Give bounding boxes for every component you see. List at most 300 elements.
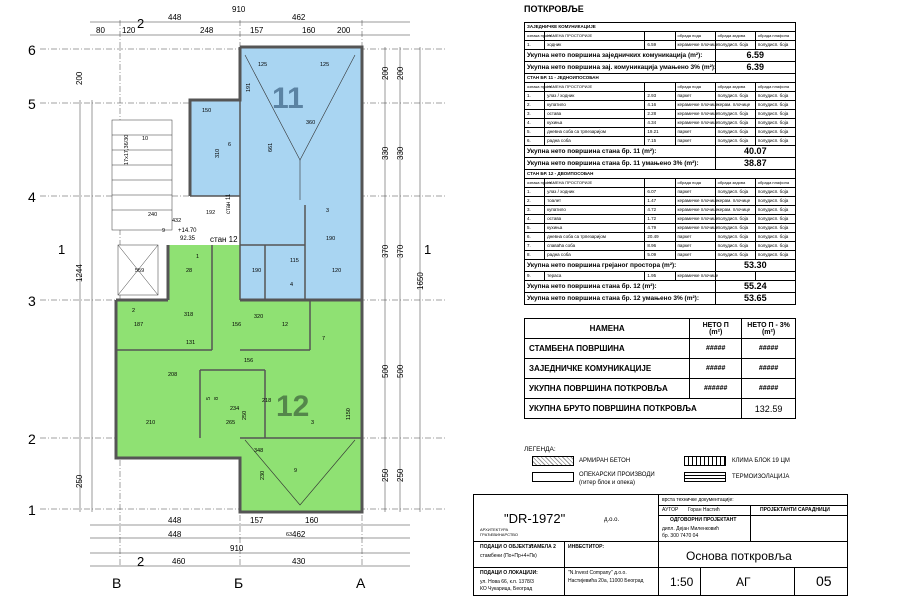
cell: 19.21	[645, 128, 675, 137]
cell: остава	[545, 215, 645, 224]
left-dimensions	[75, 71, 84, 488]
cell: полудисп. боја	[755, 233, 795, 242]
dim-bottom: 448	[168, 530, 182, 539]
room-dim: 318	[184, 312, 194, 318]
room-dim: 125	[258, 62, 268, 68]
axis-col-labels	[112, 575, 366, 591]
room-dim: 4	[290, 282, 294, 288]
room-dim: 187	[134, 322, 144, 328]
dim-right: 500	[381, 364, 390, 378]
cell: керамичке плочице	[675, 119, 715, 128]
table-row	[525, 359, 796, 379]
dim-bottom: 448	[168, 516, 182, 525]
cell: керам. плочице	[715, 101, 755, 110]
cell: полудисп. боја	[715, 233, 755, 242]
cell: полудисп. боја	[755, 128, 795, 137]
table-heading: ПОТКРОВЉЕ	[524, 4, 584, 14]
cell: паркет	[675, 188, 715, 197]
cell: полудисп. боја	[755, 224, 795, 233]
cell: 8.	[525, 251, 545, 260]
room-dim: 210	[146, 420, 156, 426]
room-dim: 28	[186, 268, 193, 274]
cell	[755, 272, 795, 281]
cell: 4.16	[645, 101, 675, 110]
investor-name: "N.Invest Company" д.о.о.	[568, 570, 627, 576]
cell: 6.07	[645, 188, 675, 197]
cell: полудисп. боја	[755, 119, 795, 128]
cell: керамичке плочице	[675, 197, 715, 206]
header-cell: НАМЕНА ПРОСТОРИЈЕ	[545, 32, 645, 41]
room-dim: 218	[262, 398, 272, 404]
dim-right: 200	[381, 66, 390, 80]
unit-12-label: 12	[276, 390, 310, 423]
dim-right: 250	[381, 468, 390, 482]
room-dim: 348	[254, 448, 264, 454]
summary-col-net3-unit: (m²)	[761, 328, 776, 336]
table-row	[525, 224, 796, 233]
area-table	[524, 22, 796, 305]
room-dim: 17x17,36/30	[124, 134, 130, 165]
cell: керам. плочице	[715, 197, 755, 206]
legend-title: ЛЕГЕНДА:	[524, 446, 556, 453]
cell: полудисп. боја	[715, 41, 755, 50]
summary-table	[524, 318, 796, 419]
dim-top: 910	[232, 5, 246, 14]
room-dim: 234	[230, 406, 240, 412]
cell: 1.72	[645, 215, 675, 224]
dim-right: 330	[396, 146, 405, 160]
cell: 6.59	[645, 41, 675, 50]
cell: полудисп. боја	[755, 188, 795, 197]
cell: 9.	[525, 272, 545, 281]
table-row	[525, 233, 796, 242]
room-dim: 661	[268, 142, 274, 152]
cell: полудисп. боја	[755, 215, 795, 224]
terrace-row	[525, 272, 796, 281]
room-dim: 190	[252, 268, 262, 274]
axis-row-6: 6	[28, 42, 36, 58]
axis-row-3: 3	[28, 293, 36, 309]
cell: полудисп. боја	[715, 110, 755, 119]
cell: купатило	[545, 206, 645, 215]
cell: 3.	[525, 110, 545, 119]
header-cell: НАМЕНА ПРОСТОРИЈЕ	[545, 83, 645, 92]
cell: полудисп. боја	[715, 92, 755, 101]
room-dim: 9	[162, 228, 166, 234]
table-row	[525, 92, 796, 101]
dim-top: 200	[337, 26, 351, 35]
table-row	[525, 242, 796, 251]
dim-top: 80	[96, 26, 105, 35]
room-dim: 230	[260, 470, 266, 480]
room-dim: 120	[332, 268, 342, 274]
dim-right: 250	[396, 468, 405, 482]
room-dim: 9	[294, 468, 298, 474]
cell: радна соба	[545, 251, 645, 260]
cell: паркет	[675, 137, 715, 146]
header-cell	[645, 83, 675, 92]
sum-label: Укупна нето површина стана бр. 12 умањено 3% (m²):	[525, 293, 716, 305]
header-cell	[645, 179, 675, 188]
dim-bottom: 460	[172, 557, 186, 566]
axis-row-labels	[28, 42, 36, 518]
cell: 8.96	[645, 242, 675, 251]
sum-value: 53.65	[715, 293, 795, 305]
cell: 5.	[525, 224, 545, 233]
common-title: ЗАЈЕДНИЧКЕ КОМУНИКАЦИЈЕ	[525, 23, 796, 32]
header-cell: ознака прост.	[525, 32, 545, 41]
drawing-title: Основа поткровља	[686, 549, 792, 563]
room-dim: 191	[246, 82, 252, 92]
heated-value: 53.30	[715, 260, 795, 272]
collab-label: ПРОЈЕКТАНТИ САРАДНИЦИ	[760, 507, 830, 513]
level-mark: +14.70	[178, 228, 197, 234]
cell: полудисп. боја	[715, 242, 755, 251]
cell: #####	[742, 339, 796, 359]
cell: #####	[742, 359, 796, 379]
unit-11-label: 11	[272, 82, 304, 115]
cell: улаз / ходник	[545, 188, 645, 197]
unit11-title: СТАН БР. 11 - ЈЕДНОИПОСОБАН	[525, 74, 796, 83]
gross-label: УКУПНА БРУТО ПОВРШИНА ПОТКРОВЉА	[525, 399, 742, 419]
level-mark-2: 92.35	[180, 236, 196, 242]
cell: керамичке плочице	[675, 110, 715, 119]
cell: керамичке плочице	[675, 224, 715, 233]
cell: паркет	[675, 92, 715, 101]
heated-label: Укупна нето површина грејаног простора (m²):	[525, 260, 716, 272]
dim-right: 500	[396, 364, 405, 378]
dim-left: 1244	[75, 264, 84, 282]
room-dim: 12	[282, 322, 289, 328]
cell: полудисп. боја	[755, 101, 795, 110]
bottom-dimensions	[168, 516, 319, 566]
sum-label: Укупна нето површина стана бр. 12 (m²):	[525, 281, 716, 293]
table-row	[525, 188, 796, 197]
sum-label: Укупна нето површина стана бр. 11 (m²):	[525, 146, 716, 158]
cell: паркет	[675, 251, 715, 260]
cell: ЗАЈЕДНИЧКЕ КОМУНИКАЦИЈЕ	[525, 359, 690, 379]
dim-bottom: 430	[292, 557, 306, 566]
dim-right: 370	[381, 244, 390, 258]
room-dim: 156	[232, 322, 242, 328]
resp-label: ОДГОВОРНИ ПРОЈЕКТАНТ	[670, 517, 737, 523]
table-row	[525, 251, 796, 260]
header-cell: НАМЕНА ПРОСТОРИЈЕ	[545, 179, 645, 188]
cell: 1.	[525, 41, 545, 50]
cell: кухиња	[545, 119, 645, 128]
cell: 6.	[525, 233, 545, 242]
room-dim: 432	[172, 218, 182, 224]
header-cell: ознака прост.	[525, 179, 545, 188]
author-label: АУТОР	[662, 507, 679, 513]
cell: 1.	[525, 92, 545, 101]
dim-top: 120	[122, 26, 136, 35]
cell: 3.	[525, 206, 545, 215]
table-row	[525, 110, 796, 119]
cell: полудисп. боја	[715, 128, 755, 137]
room-dim: 1150	[346, 408, 352, 420]
sum-value: 6.39	[715, 62, 795, 74]
section-mark-bottom: 2	[137, 554, 145, 569]
room-dim: 125	[320, 62, 330, 68]
cell: полудисп. боја	[715, 188, 755, 197]
gross-value: 132.59	[742, 399, 796, 419]
cell: 1.	[525, 188, 545, 197]
top-dimensions	[96, 5, 351, 35]
room-dim: 6	[228, 142, 232, 148]
sum-value: 55.24	[715, 281, 795, 293]
dim-bottom: 462	[292, 530, 306, 539]
section-mark-right: 1	[424, 242, 432, 257]
axis-col-a: А	[356, 575, 366, 591]
dim-right: 200	[396, 66, 405, 80]
header-cell: ознака прост.	[525, 83, 545, 92]
cell: керамичке плочице	[675, 272, 715, 281]
table-row	[525, 215, 796, 224]
legend-brick-note: (гитер блок и опека)	[579, 480, 635, 486]
sum-value: 38.87	[715, 158, 795, 170]
cell: кухиња	[545, 224, 645, 233]
cell: полудисп. боја	[715, 224, 755, 233]
room-dim: 559	[135, 268, 145, 274]
dim-right: 330	[381, 146, 390, 160]
axis-row-5: 5	[28, 96, 36, 112]
cell: ходник	[545, 41, 645, 50]
room-dim: 156	[244, 358, 254, 364]
summary-col-name: НАМЕНА	[525, 319, 690, 339]
dim-top: 248	[200, 26, 214, 35]
location-label: ПОДАЦИ О ЛОКАЦИЈИ:	[480, 570, 538, 576]
room-dim: 115	[290, 258, 299, 264]
dim-right: 1650	[416, 272, 425, 290]
stan-11-label: стан 11	[226, 193, 232, 214]
table-row	[525, 128, 796, 137]
object-desc: стамбени (По+Пр+4+Пк)	[480, 553, 537, 559]
investor-addr: Настијевића 20а, 11000 Београд	[568, 578, 644, 584]
summary-col-net-title: НЕТО П	[702, 321, 729, 329]
block-swatch	[684, 456, 726, 466]
cell: керам. плочице	[715, 206, 755, 215]
header-cell: обрада плафона	[755, 83, 795, 92]
drawing-scale: 1:50	[670, 575, 694, 589]
unit-11-area-b	[190, 100, 240, 196]
cell: паркет	[675, 128, 715, 137]
investor-label: ИНВЕСТИТОР:	[568, 544, 605, 550]
table-header-row	[525, 32, 796, 41]
cell: полудисп. боја	[715, 119, 755, 128]
cell: полудисп. боја	[755, 41, 795, 50]
cell: полудисп. боја	[755, 242, 795, 251]
legend-block: КЛИМА БЛОК 19 ЦМ	[732, 458, 790, 464]
room-dim: 320	[254, 314, 264, 320]
summary-col-net-unit: (m²)	[709, 328, 723, 336]
cell: 6.	[525, 137, 545, 146]
sum-label: Укупна нето површина стана бр. 11 умањено 3% (m²):	[525, 158, 716, 170]
cell: полудисп. боја	[755, 197, 795, 206]
summary-col-net	[690, 319, 742, 339]
dim-left: 200	[75, 71, 84, 85]
cell: улаз / ходник	[545, 92, 645, 101]
unit12-title: СТАН БР. 12 - ДВОИПОСОБАН	[525, 170, 796, 179]
cell: СТАМБЕНА ПОВРШИНА	[525, 339, 690, 359]
right-dimensions	[381, 66, 425, 482]
header-cell: обрада зидова	[715, 179, 755, 188]
section-mark-top: 2	[137, 16, 145, 31]
summary-col-net3	[742, 319, 796, 339]
room-dim: 5	[206, 396, 212, 400]
cell: 2.	[525, 197, 545, 206]
cell: УКУПНА ПОВРШИНА ПОТКРОВЉА	[525, 379, 690, 399]
header-cell: обрада зидова	[715, 32, 755, 41]
cell: 7.	[525, 242, 545, 251]
cell: керамичке плочице	[675, 101, 715, 110]
room-dim: 208	[168, 372, 178, 378]
room-dim: 131	[186, 340, 196, 346]
insulation-swatch	[684, 472, 726, 482]
axis-col-b: Б	[234, 575, 244, 591]
room-dim: 192	[206, 210, 216, 216]
table-row	[525, 101, 796, 110]
dim-top: 448	[168, 13, 182, 22]
license-number: бр. 300 7470 04	[662, 533, 699, 539]
room-dim: 360	[306, 120, 316, 126]
header-cell: обрада зидова	[715, 83, 755, 92]
doc-kind: врста техничке документације:	[662, 497, 734, 503]
table-row	[525, 379, 796, 399]
cell: #####	[690, 359, 742, 379]
object-label: ПОДАЦИ О ОБЈЕКТУ:	[480, 544, 533, 550]
cell: 5.09	[645, 251, 675, 260]
cell: 4.72	[645, 206, 675, 215]
cell: 1.95	[645, 272, 675, 281]
cell: радна соба	[545, 137, 645, 146]
brick-swatch	[532, 472, 574, 482]
sum-label: Укупна нето површина заједничких комуникација (m²):	[525, 50, 716, 62]
table-row	[525, 197, 796, 206]
cell: 2.93	[645, 92, 675, 101]
sum-value: 40.07	[715, 146, 795, 158]
object-value: ЛАМЕЛА 2	[530, 544, 556, 550]
resp-name: дипл. Дејан Миленковић	[662, 526, 719, 532]
table-row	[525, 41, 796, 50]
location-addr: ул. Нова 66, к.п. 1378/3	[480, 579, 534, 585]
cell: полудисп. боја	[715, 251, 755, 260]
room-dim: 10	[142, 136, 149, 142]
axis-row-1: 1	[28, 502, 36, 518]
dim-bottom: 910	[230, 544, 244, 553]
cell: 4.34	[645, 119, 675, 128]
cell: 4.	[525, 215, 545, 224]
table-row	[525, 137, 796, 146]
header-cell: обрада пода	[675, 32, 715, 41]
dim-bottom: 160	[305, 516, 319, 525]
room-dim: 190	[326, 236, 336, 242]
table-row	[525, 206, 796, 215]
legend-concrete: АРМИРАН БЕТОН	[579, 458, 631, 464]
room-dim: 7	[322, 336, 326, 342]
title-block	[473, 494, 848, 596]
cell: купатило	[545, 101, 645, 110]
summary-col-net3-title: НЕТО П - 3%	[747, 321, 790, 329]
cell: полудисп. боја	[715, 137, 755, 146]
axis-row-2: 2	[28, 431, 36, 447]
room-dim: 150	[202, 108, 212, 114]
cell: остава	[545, 110, 645, 119]
room-dim: 8	[214, 396, 220, 400]
cell	[715, 272, 755, 281]
room-dim: 240	[148, 212, 158, 218]
cell: #####	[742, 379, 796, 399]
concrete-swatch	[532, 456, 574, 466]
room-dim: 3	[326, 208, 330, 214]
legend-brick: ОПЕКАРСКИ ПРОИЗВОДИ	[579, 472, 655, 478]
cell: 7.15	[645, 137, 675, 146]
cell: полудисп. боја	[755, 110, 795, 119]
cell: тераса	[545, 272, 645, 281]
dim-top: 462	[292, 13, 306, 22]
dim-bottom: 157	[250, 516, 264, 525]
cell: 1.47	[645, 197, 675, 206]
cell: #####	[690, 339, 742, 359]
legend-insulation: ТЕРМОИЗОЛАЦИЈА	[732, 474, 790, 480]
cell: ######	[690, 379, 742, 399]
firm-type: АРХИТЕКТУРА ГРАЂЕВИНАРСТВО	[480, 527, 518, 537]
cell: полудисп. боја	[755, 137, 795, 146]
dim-left: 250	[75, 474, 84, 488]
cell: керамичке плочице	[675, 206, 715, 215]
room-dim: 265	[226, 420, 236, 426]
sum-label: Укупна нето површина зај. комуникација умањено 3% (m²):	[525, 62, 716, 74]
room-dim: 250	[242, 410, 248, 420]
cell: 4.79	[645, 224, 675, 233]
section-mark-left: 1	[58, 242, 66, 257]
cell: 4.	[525, 119, 545, 128]
header-cell: обрада пода	[675, 83, 715, 92]
cell: полудисп. боја	[715, 215, 755, 224]
cell: 5.	[525, 128, 545, 137]
drawing-part: АГ	[736, 575, 751, 589]
firm-suffix: д.о.о.	[604, 517, 620, 523]
cell: дневна соба са трпезаријом	[545, 128, 645, 137]
cell: дневна соба са трпезаријом	[545, 233, 645, 242]
cell: керамичке плочице	[675, 41, 715, 50]
sum-value: 6.59	[715, 50, 795, 62]
table-row	[525, 119, 796, 128]
room-dim: 2	[132, 308, 136, 314]
dim-right: 370	[396, 244, 405, 258]
cell: полудисп. боја	[755, 251, 795, 260]
cell: керамичке плочице	[675, 215, 715, 224]
cell: полудисп. боја	[755, 92, 795, 101]
cell: спаваћа соба	[545, 242, 645, 251]
header-cell: обрада пода	[675, 179, 715, 188]
cell: тоалет	[545, 197, 645, 206]
header-cell	[645, 32, 675, 41]
cell: 2.28	[645, 110, 675, 119]
unit-11-kitchen-area	[240, 200, 362, 300]
sheet-number: 05	[816, 573, 832, 589]
axis-col-v: В	[112, 575, 122, 591]
cell: 20.49	[645, 233, 675, 242]
room-dim: 310	[215, 148, 221, 158]
cell: паркет	[675, 242, 715, 251]
room-dim: 63	[286, 532, 293, 538]
room-dim: 3	[311, 420, 315, 426]
header-cell: обрада плафона	[755, 32, 795, 41]
cell: полудисп. боја	[755, 206, 795, 215]
author-name: Горан Настић	[688, 507, 720, 513]
header-cell: обрада плафона	[755, 179, 795, 188]
